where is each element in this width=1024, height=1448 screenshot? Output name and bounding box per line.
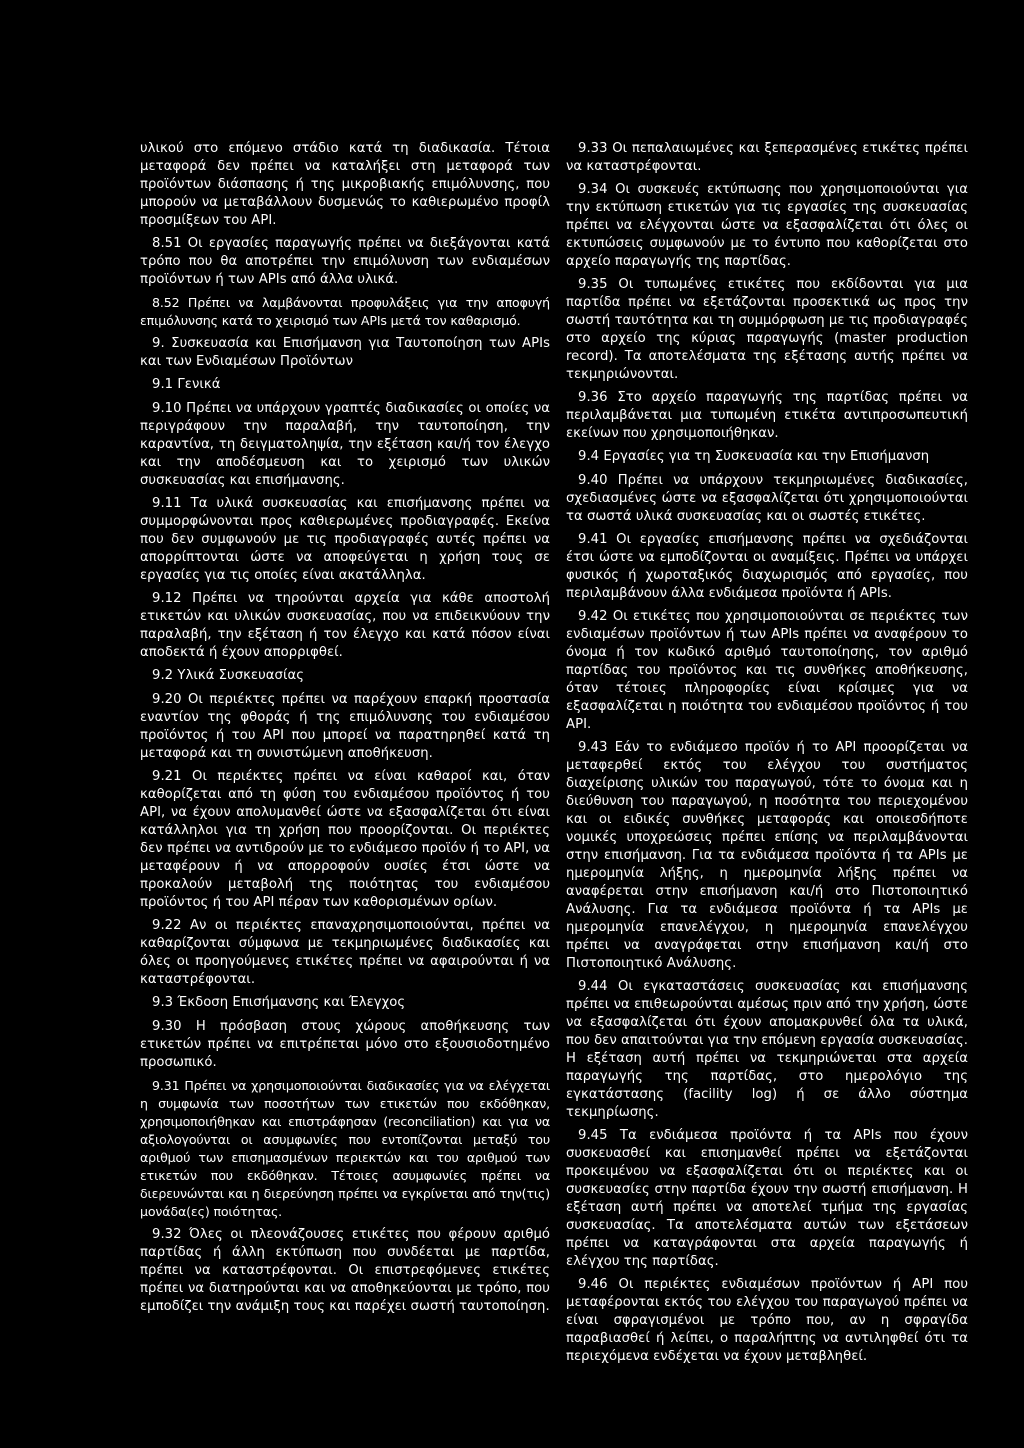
subsection-heading-9-2: 9.2 Υλικά Συσκευασίας	[152, 668, 304, 683]
paragraph-9-31: 9.31 Πρέπει να χρησιμοποιούνται διαδικασίες για να ελέγχεται η συμφωνία των ποσοτήτων των ετικετών που εκδόθηκαν, χρησιμοποιήθηκαν και επιστράφησαν (reconciliation) και για να αξιολογούνται οι ασυμφωνίες που εντοπίζονται μεταξύ του αριθμού των επισημασμένων περιεκτών και του αριθμού των ετικετών που εκδόθηκαν. Τέτοιες ασυμφωνίες πρέπει να διερευνώνται και η διερεύνηση πρέπει να εγκρίνεται από την(τις) μονάδα(ες) ποιότητας.	[140, 1078, 550, 1219]
paragraph-9-33: 9.33 Οι πεπαλαιωμένες και ξεπερασμένες ετικέτες πρέπει να καταστρέφονται.	[566, 141, 968, 174]
paragraph-9-41: 9.41 Οι εργασίες επισήμανσης πρέπει να σχεδιάζονται έτσι ώστε να εμποδίζονται οι αναμίξεις. Πρέπει να υπάρχει φυσικός ή χωροταξικός διαχωρισμός από εργασίες, που περιλαμβάνουν άλλα ενδιάμεσα προϊόντα ή APIs.	[566, 532, 968, 601]
paragraph-9-20: 9.20 Οι περιέκτες πρέπει να παρέχουν επαρκή προστασία εναντίον της φθοράς ή της επιμόλυνσης του ενδιαμέσου προϊόντος ή του API που μπορεί να παρατηρηθεί κατά τη μεταφορά και τη συνιστώμενη αποθήκευση.	[140, 692, 550, 761]
section-heading-9: 9. Συσκευασία και Επισήμανση για Ταυτοποίηση των APIs και των Ενδιαμέσων Προϊόντων	[140, 336, 550, 369]
subsection-heading-9-3: 9.3 Έκδοση Επισήμανσης και Έλεγχος	[152, 995, 406, 1010]
paragraph-9-10: 9.10 Πρέπει να υπάρχουν γραπτές διαδικασίες οι οποίες να περιγράφουν την παραλαβή, την ταυτοποίηση, την καραντίνα, τη δειγματοληψία, την εξέταση και/ή τον έλεγχο και την αποδέσμευση και το χειρισμό των υλικών συσκευασίας και επισήμανσης.	[140, 401, 550, 488]
paragraph-9-32: 9.32 Όλες οι πλεονάζουσες ετικέτες που φέρουν αριθμό παρτίδας ή άλλη εκτύπωση που συνδέεται με παρτίδα, πρέπει να καταστρέφονται. Οι επιστρεφόμενες ετικέτες πρέπει να διατηρούνται και να αποθηκεύονται με τρόπο, που εμποδίζει την ανάμιξη τους και παρέχει σωστή ταυτοποίηση.	[140, 1227, 550, 1314]
subsection-heading-9-4: 9.4 Εργασίες για τη Συσκευασία και την Επισήμανση	[578, 449, 930, 464]
paragraph-9-11: 9.11 Τα υλικά συσκευασίας και επισήμανσης πρέπει να συμμορφώνονται προς καθιερωμένες προδιαγραφές. Εκείνα που δεν συμφωνούν με τις προδιαγραφές αυτές πρέπει να απορρίπτονται ώστε να αποφεύγεται η χρήση τους σε εργασίες για τις οποίες είναι ακατάλληλα.	[140, 496, 550, 583]
paragraph-9-45: 9.45 Τα ενδιάμεσα προϊόντα ή τα APIs που έχουν συσκευασθεί και επισημανθεί πρέπει να εξετάζονται προκειμένου να εξασφαλίζεται ότι οι περιέκτες και οι συσκευασίες στην παρτίδα έχουν την σωστή επισήμανση. Η εξέταση αυτή πρέπει να αποτελεί τμήμα της εργασίας συσκευασίας. Τα αποτελέσματα αυτών των εξετάσεων πρέπει να καταγράφονται στα αρχεία παραγωγής ή ελέγχου της παρτίδας.	[566, 1128, 968, 1269]
left-column	[140, 140, 550, 1321]
paragraph-9-21: 9.21 Οι περιέκτες πρέπει να είναι καθαροί και, όταν καθορίζεται από τη φύση του ενδιαμέσου προϊόντος ή του API, να έχουν απολυμανθεί ώστε να εξασφαλίζεται ότι είναι κατάλληλοι για τη χρήση που προορίζονται. Οι περιέκτες δεν πρέπει να αντιδρούν με το ενδιάμεσο προϊόν ή το API, να μεταφέρουν ή να απορροφούν ουσίες έτσι ώστε να προκαλούν μεταβολή της ποιότητας του ενδιαμέσου προϊόντος ή του API πέραν των καθορισμένων ορίων.	[140, 769, 550, 910]
paragraph-9-46: 9.46 Οι περιέκτες ενδιαμέσων προϊόντων ή API που μεταφέρονται εκτός του ελέγχου του παραγωγού πρέπει να είναι σφραγισμένοι με τρόπο που, αν η σφραγίδα παραβιασθεί ή λείπει, ο παραλήπτης να αντιληφθεί ότι τα περιεχόμενα ενδέχεται να έχουν μεταβληθεί.	[566, 1277, 968, 1364]
paragraph-9-36: 9.36 Στο αρχείο παραγωγής της παρτίδας πρέπει να περιλαμβάνεται μια τυπωμένη ετικέτα αντιπροσωπευτική εκείνων που χρησιμοποιήθηκαν.	[566, 390, 968, 441]
paragraph-9-34: 9.34 Οι συσκευές εκτύπωσης που χρησιμοποιούνται για την εκτύπωση ετικετών για τις εργασίες της συσκευασίας πρέπει να ελέγχονται ώστε να εξασφαλίζεται ότι όλες οι εκτυπώσεις συμφωνούν με το έντυπο που καθορίζεται στο αρχείο παραγωγής της παρτίδας.	[566, 182, 968, 269]
paragraph-9-44: 9.44 Οι εγκαταστάσεις συσκευασίας και επισήμανσης πρέπει να επιθεωρούνται αμέσως πριν από την χρήση, ώστε να εξασφαλίζεται ότι έχουν απομακρυνθεί όλα τα υλικά, που δεν απαιτούνται για την επόμενη εργασία συσκευασίας. Η εξέταση αυτή πρέπει να τεκμηριώνεται στα αρχεία παραγωγής της παρτίδας, στο ημερολόγιο της εγκατάστασης (facility log) ή σε άλλο σύστημα τεκμηρίωσης.	[566, 979, 968, 1120]
paragraph-8-52: 8.52 Πρέπει να λαμβάνονται προφυλάξεις για την αποφυγή επιμόλυνσης κατά το χειρισμό των APIs μετά τον καθαρισμό.	[140, 295, 550, 328]
paragraph-9-30: 9.30 Η πρόσβαση στους χώρους αποθήκευσης των ετικετών πρέπει να επιτρέπεται μόνο στο εξουσιοδοτημένο προσωπικό.	[140, 1019, 550, 1070]
paragraph-9-12: 9.12 Πρέπει να τηρούνται αρχεία για κάθε αποστολή ετικετών και υλικών συσκευασίας, που να επιδεικνύουν την παραλαβή, την εξέταση ή τον έλεγχο και κατά πόσον είναι αποδεκτά ή έχουν απορριφθεί.	[140, 591, 550, 660]
paragraph-9-43: 9.43 Εάν το ενδιάμεσο προϊόν ή το API προορίζεται να μεταφερθεί εκτός του ελέγχου του συστήματος διαχείρισης υλικών του παραγωγού, τότε το όνομα και η διεύθυνση του παραγωγού, η ποσότητα του περιεχομένου και οι ειδικές συνθήκες μεταφοράς και οποιεσδήποτε νομικές υποχρεώσεις πρέπει επίσης να περιλαμβάνονται στην επισήμανση. Για τα ενδιάμεσα προϊόντα ή τα APIs με ημερομηνία λήξης, η ημερομηνία λήξης πρέπει να αναφέρεται στην επισήμανση και/ή στο Πιστοποιητικό Ανάλυσης. Για τα ενδιάμεσα προϊόντα ή τα APIs με ημερομηνία επανελέγχου, η ημερομηνία επανελέγχου πρέπει να αναγράφεται στην επισήμανση και/ή στο Πιστοποιητικό Ανάλυσης.	[566, 740, 968, 971]
paragraph-continuation: υλικού στο επόμενο στάδιο κατά τη διαδικασία. Τέτοια μεταφορά δεν πρέπει να καταλήξει στη μεταφορά των προϊόντων διάσπασης ή της μικροβιακής επιμόλυνσης, που μπορούν να μεταβάλλουν δυσμενώς το καθιερωμένο προφίλ προσμίξεων του API.	[140, 141, 550, 228]
paragraph-9-35: 9.35 Οι τυπωμένες ετικέτες που εκδίδονται για μια παρτίδα πρέπει να εξετάζονται προσεκτικά ως προς την σωστή ταυτότητα και τη συμμόρφωση με τις προδιαγραφές στο αρχείο της κύριας παραγωγής (master production record). Τα αποτελέσματα της εξέτασης αυτής πρέπει να τεκμηριώνονται.	[566, 277, 968, 382]
right-column	[566, 140, 968, 1371]
paragraph-9-42: 9.42 Οι ετικέτες που χρησιμοποιούνται σε περιέκτες των ενδιαμέσων προϊόντων ή των APIs πρέπει να αναφέρουν το όνομα ή τον κωδικό αριθμό ταυτοποίησης, τον αριθμό παρτίδας του προϊόντος και τις συνθήκες αποθήκευσης, όταν τέτοιες πληροφορίες είναι κρίσιμες για να εξασφαλίζεται η ποιότητα του ενδιαμέσου προϊόντος ή του API.	[566, 609, 968, 732]
subsection-heading-9-1: 9.1 Γενικά	[152, 377, 221, 392]
paragraph-9-40: 9.40 Πρέπει να υπάρχουν τεκμηριωμένες διαδικασίες, σχεδιασμένες ώστε να εξασφαλίζεται ότι χρησιμοποιούνται τα σωστά υλικά συσκευασίας και οι σωστές ετικέτες.	[566, 473, 968, 524]
paragraph-8-51: 8.51 Οι εργασίες παραγωγής πρέπει να διεξάγονται κατά τρόπο που θα αποτρέπει την επιμόλυνση των ενδιαμέσων προϊόντων ή των APIs από άλλα υλικά.	[140, 236, 550, 287]
paragraph-9-22: 9.22 Αν οι περιέκτες επαναχρησιμοποιούνται, πρέπει να καθαρίζονται σύμφωνα με τεκμηριωμένες διαδικασίες και όλες οι προηγούμενες ετικέτες πρέπει να αφαιρούνται ή να καταστρέφονται.	[140, 918, 550, 987]
